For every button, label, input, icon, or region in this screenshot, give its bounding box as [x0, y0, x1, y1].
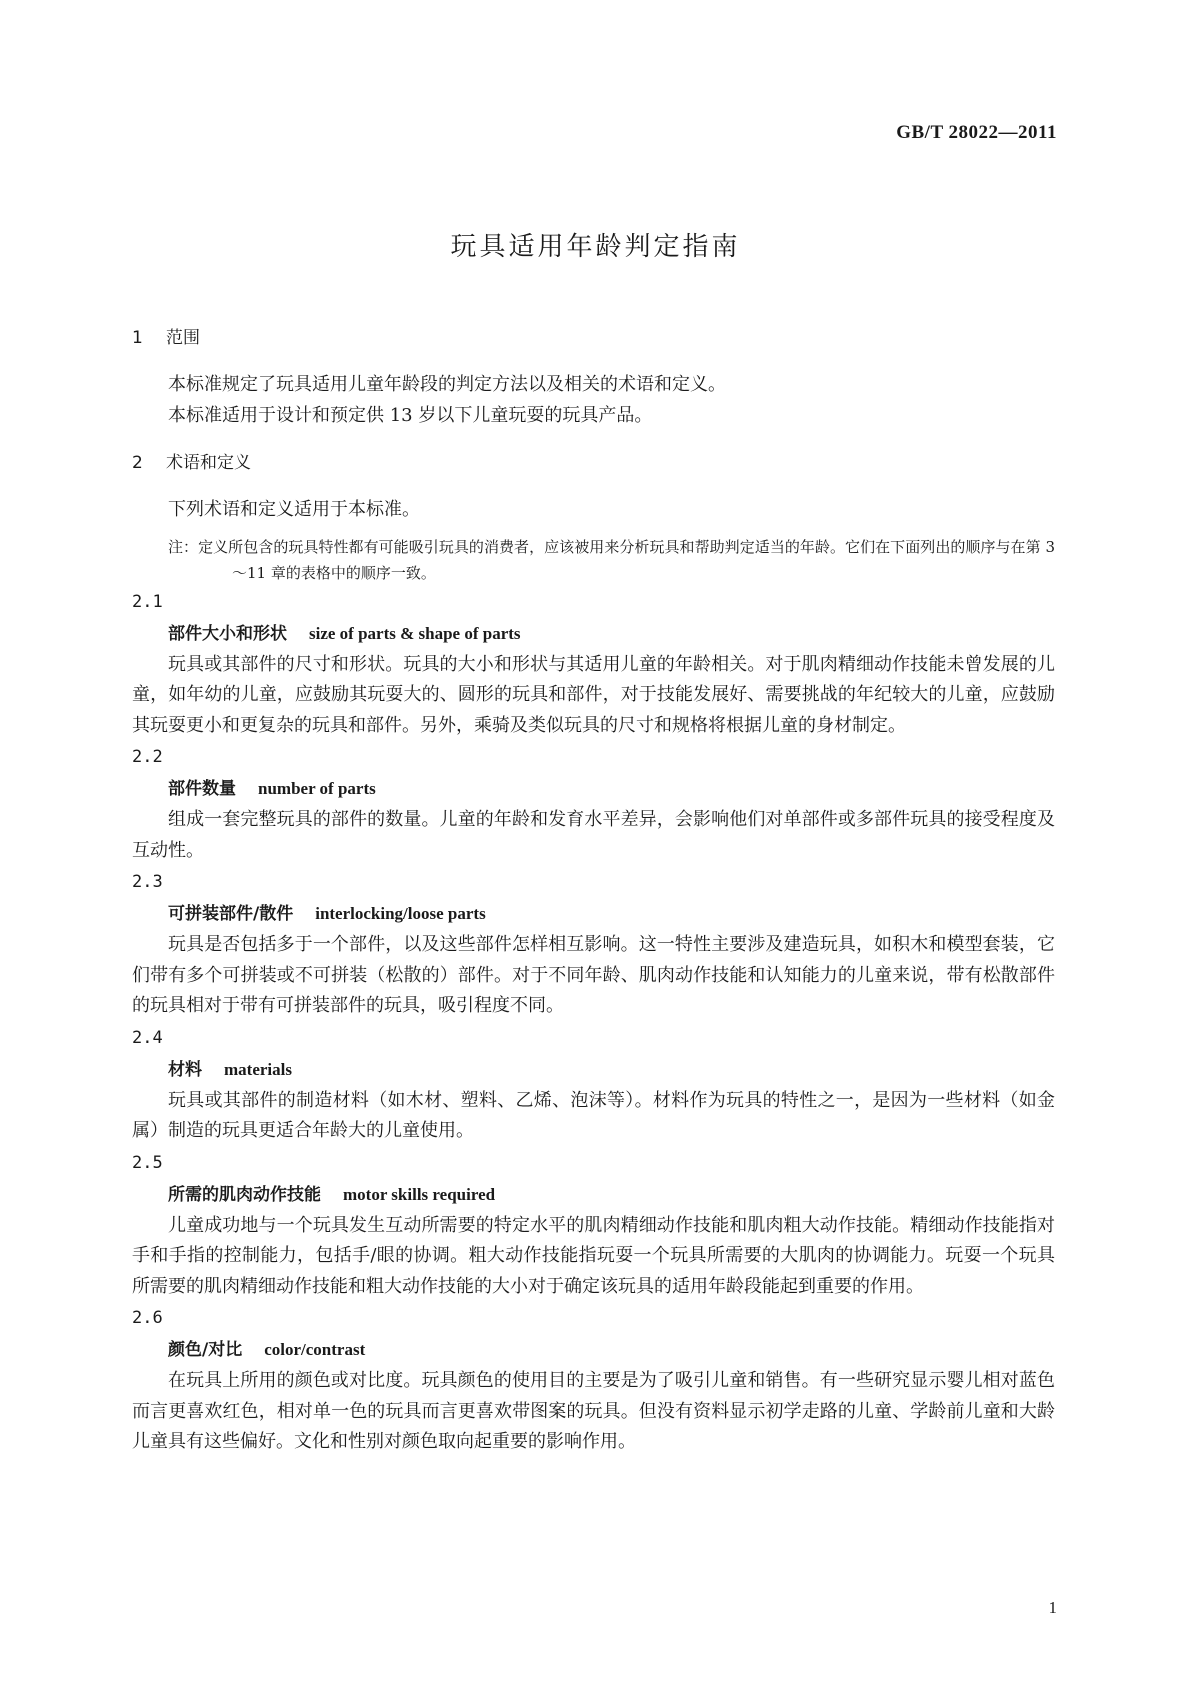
note: 注：定义所包含的玩具特性都有可能吸引玩具的消费者，应该被用来分析玩具和帮助判定适当的年龄。它们在下面列出的顺序与在第 3～11 章的表格中的顺序一致。	[168, 537, 1055, 582]
clause-number: 2.3	[132, 872, 163, 892]
section-title: 术语和定义	[166, 453, 251, 473]
paragraph: 本标准规定了玩具适用儿童年龄段的判定方法以及相关的术语和定义。	[168, 374, 726, 395]
definition: 玩具是否包括多于一个部件，以及这些部件怎样相互影响。这一特性主要涉及建造玩具，如积木和模型套装，它们带有多个可拼装或不可拼装（松散的）部件。对于不同年龄、肌肉动作技能和认知能力的儿童来说，带有松散部件的玩具相对于带有可拼装部件的玩具，吸引程度不同。	[132, 934, 1055, 1016]
term-zh: 所需的肌肉动作技能	[168, 1184, 321, 1205]
definition: 玩具或其部件的尺寸和形状。玩具的大小和形状与其适用儿童的年龄相关。对于肌肉精细动作技能未曾发展的儿童，如年幼的儿童，应鼓励其玩耍大的、圆形的玩具和部件，对于技能发展好、需要挑战的年纪较大的儿童，应鼓励其玩耍更小和更复杂的玩具和部件。另外，乘骑及类似玩具的尺寸和规格将根据儿童的身材制定。	[132, 653, 1055, 736]
definition: 玩具或其部件的制造材料（如木材、塑料、乙烯、泡沫等）。材料作为玩具的特性之一，是因为一些材料（如金属）制造的玩具更适合年龄大的儿童使用。	[132, 1089, 1055, 1141]
definition: 在玩具上所用的颜色或对比度。玩具颜色的使用目的主要是为了吸引儿童和销售。有一些研究显示婴儿相对蓝色而言更喜欢红色，相对单一色的玩具而言更喜欢带图案的玩具。但没有资料显示初学走路的儿童、学龄前儿童和大龄儿童具有这些偏好。文化和性别对颜色取向起重要的影响作用。	[132, 1370, 1055, 1452]
definition: 儿童成功地与一个玩具发生互动所需要的特定水平的肌肉精细动作技能和肌肉粗大动作技能。精细动作技能指对手和手指的控制能力，包括手/眼的协调。粗大动作技能指玩耍一个玩具所需要的大肌肉的协调能力。玩耍一个玩具所需要的肌肉精细动作技能和粗大动作技能的大小对于确定该玩具的适用年龄段能起到重要的作用。	[132, 1214, 1055, 1297]
definition: 组成一套完整玩具的部件的数量。儿童的年龄和发育水平差异，会影响他们对单部件或多部件玩具的接受程度及互动性。	[132, 809, 1055, 861]
term-en: color/contrast	[264, 1340, 366, 1359]
term-zh: 可拼装部件/散件	[168, 904, 294, 924]
term-en: motor skills required	[343, 1184, 496, 1204]
term	[168, 1334, 1055, 1366]
clause-number: 2.4	[132, 1027, 163, 1048]
term-zh: 部件大小和形状	[168, 623, 287, 644]
document-body	[132, 326, 1055, 1458]
term	[168, 773, 1055, 805]
term	[168, 618, 1055, 650]
section-1-heading	[132, 326, 1055, 350]
paragraph: 本标准适用于设计和预定供 13 岁以下儿童玩耍的玩具产品。	[168, 404, 653, 426]
term-zh: 材料	[168, 1059, 202, 1080]
clause-number: 2.1	[132, 591, 163, 612]
term-en: materials	[224, 1059, 292, 1079]
term-zh: 部件数量	[168, 779, 236, 799]
section-2-heading	[132, 451, 1055, 475]
clause-number: 2.2	[132, 747, 163, 767]
term	[168, 898, 1055, 930]
standard-code: GB/T 28022—2011	[896, 122, 1057, 143]
clause-number: 2.6	[132, 1308, 163, 1328]
clause-number: 2.5	[132, 1152, 163, 1173]
page-title: 玩具适用年龄判定指南	[450, 232, 741, 262]
section-number: 2	[132, 453, 143, 473]
term-en: interlocking/loose parts	[315, 904, 486, 923]
term-zh: 颜色/对比	[168, 1340, 243, 1360]
term-en: size of parts & shape of parts	[309, 623, 521, 643]
page-number: 1	[1048, 1598, 1057, 1617]
term	[168, 1179, 1055, 1211]
term-en: number of parts	[258, 779, 376, 798]
section-intro: 下列术语和定义适用于本标准。	[168, 499, 420, 520]
section-number: 1	[132, 328, 143, 348]
term	[168, 1054, 1055, 1086]
section-title: 范围	[166, 328, 200, 348]
